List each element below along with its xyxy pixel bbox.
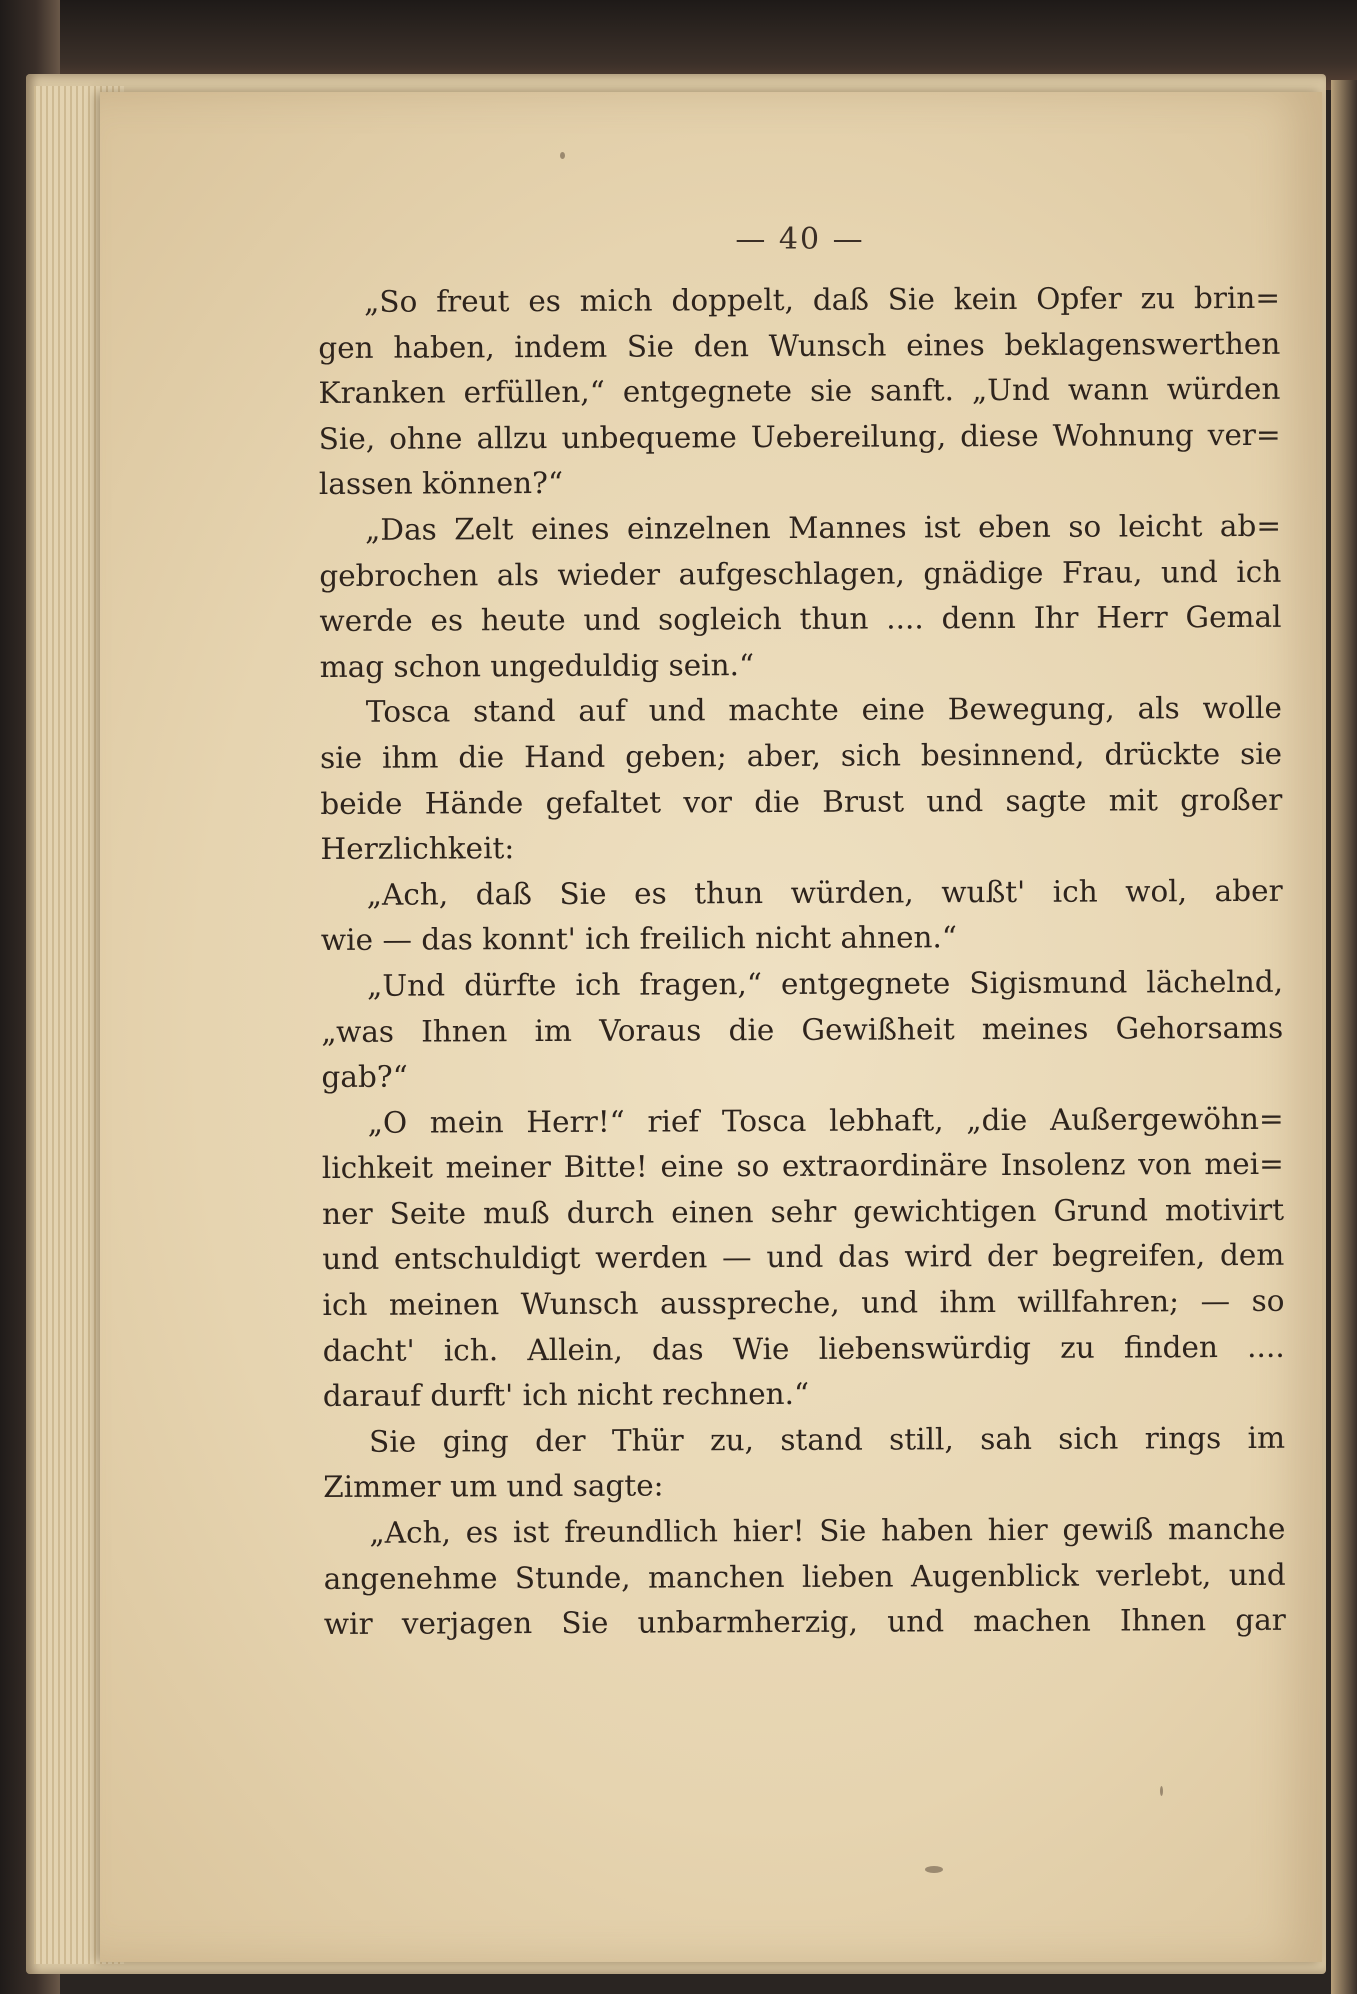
page-number: — 40 — [735, 222, 865, 257]
text-line: „Ach, daß Sie es thun würden, wußt' ich wol, aber [366, 873, 1283, 912]
text-line: wir verjagen Sie unbarmherzig, und machen Ihnen gar [323, 1603, 1286, 1642]
text-line: darauf durft' ich nicht rechnen.“ [322, 1377, 810, 1414]
text-line: Sie ging der Thür zu, stand still, sah sich rings im [368, 1420, 1286, 1459]
text-line: gen haben, indem Sie den Wunsch eines beklagenswerthen [318, 326, 1281, 365]
text-line: Zimmer um und sagte: [323, 1468, 664, 1505]
text-line: lichkeit meiner Bitte! eine so extraordinäre Insolenz von mei= [321, 1147, 1284, 1186]
text-line: „So freut es mich doppelt, daß Sie kein Opfer zu brin= [364, 280, 1281, 319]
page-edge-right [1331, 80, 1357, 1994]
page-body-text [318, 276, 1286, 1648]
text-line: Tosca stand auf und machte eine Bewegung, als wolle [365, 691, 1282, 730]
text-line: Kranken erfüllen,“ entgegnete sie sanft. „Und wann würden [318, 371, 1281, 411]
text-line: beide Hände gefaltet vor die Brust und sagte mit großer [320, 782, 1283, 821]
text-line: und entschuldigt werden — und das wird der begreifen, dem [322, 1238, 1285, 1277]
text-line: „was Ihnen im Voraus die Gewißheit meines Gehorsams [321, 1010, 1284, 1049]
text-line: wie — das konnt' ich freilich nicht ahnen.“ [320, 920, 958, 958]
text-line: „Das Zelt eines einzelnen Mannes ist eben so leicht ab= [365, 508, 1282, 547]
text-line: angenehme Stunde, manchen lieben Augenblick verlebt, und [323, 1557, 1286, 1596]
paper-speck [560, 152, 565, 159]
text-line: „Und dürfte ich fragen,“ entgegnete Sigismund lächelnd, [367, 964, 1284, 1003]
text-line: ich meinen Wunsch ausspreche, und ihm willfahren; — so [322, 1283, 1285, 1323]
text-line: „O mein Herr!“ rief Tosca lebhaft, „die Außergewöhn= [367, 1101, 1284, 1140]
text-line: lassen können?“ [318, 466, 564, 502]
paper-speck [925, 1866, 943, 1873]
text-line: „Ach, es ist freundlich hier! Sie haben hier gewiß manche [369, 1511, 1286, 1550]
text-line: gebrochen als wieder aufgeschlagen, gnädige Frau, und ich [319, 554, 1282, 593]
text-line: Herzlichkeit: [320, 831, 515, 867]
text-line: sie ihm die Hand geben; aber, sich besinnend, drückte sie [320, 736, 1283, 775]
text-line: Sie, ohne allzu unbequeme Uebereilung, diese Wohnung ver= [318, 417, 1281, 456]
text-line: werde es heute und sogleich thun .... denn Ihr Herr Gemal [319, 599, 1282, 639]
paper-speck [1160, 1786, 1163, 1796]
text-line: ner Seite muß durch einen sehr gewichtigen Grund motivirt [322, 1192, 1285, 1231]
text-line: dacht' ich. Allein, das Wie liebenswürdig zu finden .... [322, 1329, 1285, 1368]
text-line: gab?“ [321, 1059, 408, 1095]
text-line: mag schon ungeduldig sein.“ [319, 647, 755, 684]
